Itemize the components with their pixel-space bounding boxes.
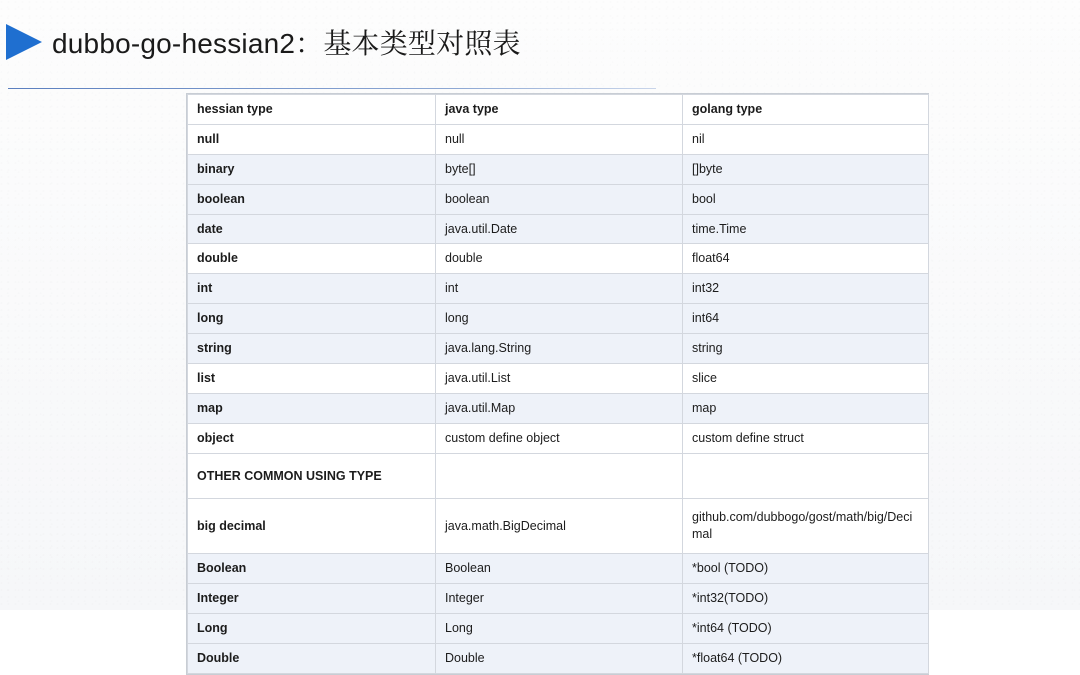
- table-row: [188, 499, 929, 554]
- column-header-java: java type: [436, 95, 683, 125]
- cell-hessian-type: map: [188, 393, 436, 423]
- cell-golang-type: github.com/dubbogo/gost/math/big/Decimal: [683, 499, 929, 554]
- page-title: dubbo-go-hessian2：基本类型对照表: [52, 28, 521, 59]
- cell-java-type: Long: [436, 613, 683, 643]
- cell-hessian-type: binary: [188, 154, 436, 184]
- cell-golang-type: bool: [683, 184, 929, 214]
- table-header-row: [188, 95, 929, 125]
- cell-java-type: boolean: [436, 184, 683, 214]
- cell-java-type: custom define object: [436, 423, 683, 453]
- cell-java-type: java.math.BigDecimal: [436, 499, 683, 554]
- table-row: [188, 154, 929, 184]
- section-empty-golang: [683, 453, 929, 499]
- cell-hessian-type: long: [188, 304, 436, 334]
- cell-hessian-type: double: [188, 244, 436, 274]
- table-row: [188, 304, 929, 334]
- section-label: OTHER COMMON USING TYPE: [188, 453, 436, 499]
- cell-golang-type: *int64 (TODO): [683, 613, 929, 643]
- cell-golang-type: map: [683, 393, 929, 423]
- play-arrow-icon: [2, 22, 46, 62]
- cell-golang-type: slice: [683, 363, 929, 393]
- cell-hessian-type: date: [188, 214, 436, 244]
- cell-golang-type: time.Time: [683, 214, 929, 244]
- cell-hessian-type: string: [188, 334, 436, 364]
- column-header-golang: golang type: [683, 95, 929, 125]
- cell-golang-type: *float64 (TODO): [683, 643, 929, 673]
- cell-golang-type: nil: [683, 124, 929, 154]
- cell-hessian-type: Double: [188, 643, 436, 673]
- cell-golang-type: float64: [683, 244, 929, 274]
- cell-java-type: byte[]: [436, 154, 683, 184]
- cell-hessian-type: null: [188, 124, 436, 154]
- cell-hessian-type: Integer: [188, 584, 436, 614]
- cell-java-type: double: [436, 244, 683, 274]
- cell-hessian-type: list: [188, 363, 436, 393]
- table-row: [188, 214, 929, 244]
- cell-java-type: java.util.Map: [436, 393, 683, 423]
- cell-java-type: Boolean: [436, 554, 683, 584]
- table-row: [188, 393, 929, 423]
- table-row: [188, 584, 929, 614]
- cell-java-type: java.util.List: [436, 363, 683, 393]
- column-header-hessian: hessian type: [188, 95, 436, 125]
- cell-java-type: Double: [436, 643, 683, 673]
- type-mapping-table-wrapper: [186, 93, 929, 675]
- cell-golang-type: custom define struct: [683, 423, 929, 453]
- table-row: [188, 423, 929, 453]
- cell-golang-type: *int32(TODO): [683, 584, 929, 614]
- cell-hessian-type: int: [188, 274, 436, 304]
- cell-java-type: null: [436, 124, 683, 154]
- cell-java-type: java.util.Date: [436, 214, 683, 244]
- cell-java-type: int: [436, 274, 683, 304]
- table-row: [188, 184, 929, 214]
- table-row: [188, 334, 929, 364]
- cell-hessian-type: Boolean: [188, 554, 436, 584]
- cell-hessian-type: object: [188, 423, 436, 453]
- table-row: [188, 244, 929, 274]
- table-row: [188, 554, 929, 584]
- type-mapping-table: [187, 94, 929, 674]
- table-row: [188, 363, 929, 393]
- table-row: [188, 613, 929, 643]
- cell-java-type: java.lang.String: [436, 334, 683, 364]
- table-section-row: [188, 453, 929, 499]
- cell-hessian-type: boolean: [188, 184, 436, 214]
- table-row: [188, 643, 929, 673]
- cell-golang-type: []byte: [683, 154, 929, 184]
- cell-golang-type: int32: [683, 274, 929, 304]
- cell-java-type: long: [436, 304, 683, 334]
- table-row: [188, 274, 929, 304]
- cell-golang-type: string: [683, 334, 929, 364]
- cell-hessian-type: big decimal: [188, 499, 436, 554]
- cell-golang-type: *bool (TODO): [683, 554, 929, 584]
- title-divider: [8, 88, 656, 89]
- slide-title-row: [0, 12, 1080, 72]
- table-row: [188, 124, 929, 154]
- section-empty-java: [436, 453, 683, 499]
- cell-hessian-type: Long: [188, 613, 436, 643]
- cell-java-type: Integer: [436, 584, 683, 614]
- cell-golang-type: int64: [683, 304, 929, 334]
